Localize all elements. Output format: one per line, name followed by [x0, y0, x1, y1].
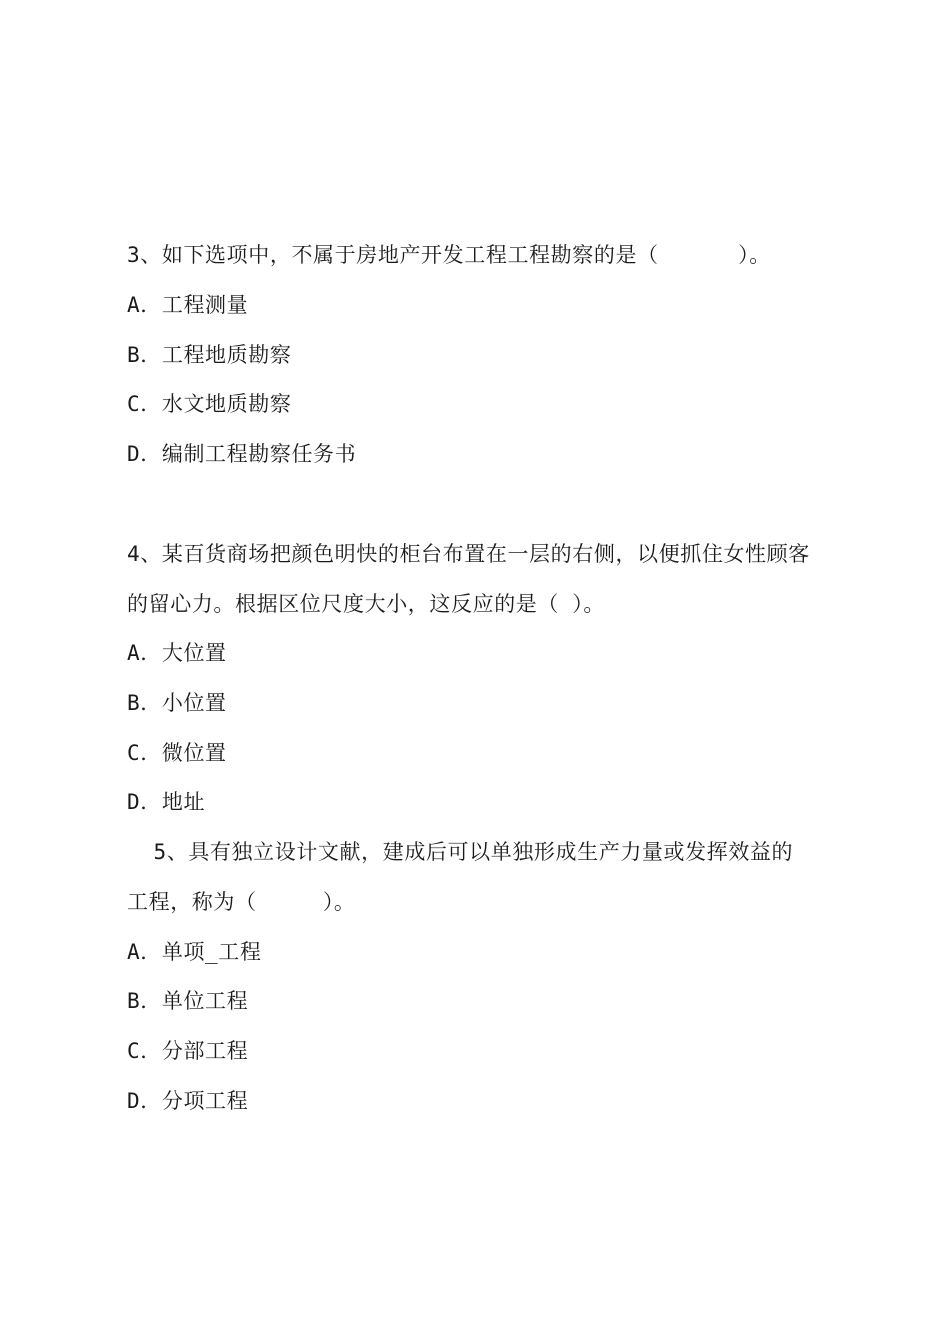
- question-5-option-c: C．分部工程: [127, 1039, 249, 1063]
- question-5-stem-line-1: 5、具有独立设计文献，建成后可以单独形成生产力量或发挥效益的: [127, 840, 794, 864]
- question-4-option-d: D．地址: [127, 790, 206, 814]
- question-4-stem-line-1: 4、某百货商场把颜色明快的柜台布置在一层的右侧，以便抓住女性顾客: [127, 542, 810, 566]
- question-3-option-c: C．水文地质勘察: [127, 392, 292, 416]
- question-5-option-a: A．单项_工程: [127, 940, 262, 964]
- question-4-option-c: C．微位置: [127, 741, 227, 765]
- question-5-stem-line-2: 工程，称为（ ）。: [127, 890, 356, 914]
- question-3-stem: 3、如下选项中，不属于房地产开发工程工程勘察的是（ ）。: [127, 243, 771, 267]
- question-3-option-a: A．工程测量: [127, 293, 249, 317]
- question-3-option-d: D．编制工程勘察任务书: [127, 442, 357, 466]
- question-4-option-a: A．大位置: [127, 641, 227, 665]
- question-4-stem-line-2: 的留心力。根据区位尺度大小，这反应的是（ ）。: [127, 592, 605, 616]
- question-4-option-b: B．小位置: [127, 691, 227, 715]
- question-5-option-b: B．单位工程: [127, 989, 249, 1013]
- question-3-option-b: B．工程地质勘察: [127, 343, 292, 367]
- question-5-option-d: D．分项工程: [127, 1089, 249, 1113]
